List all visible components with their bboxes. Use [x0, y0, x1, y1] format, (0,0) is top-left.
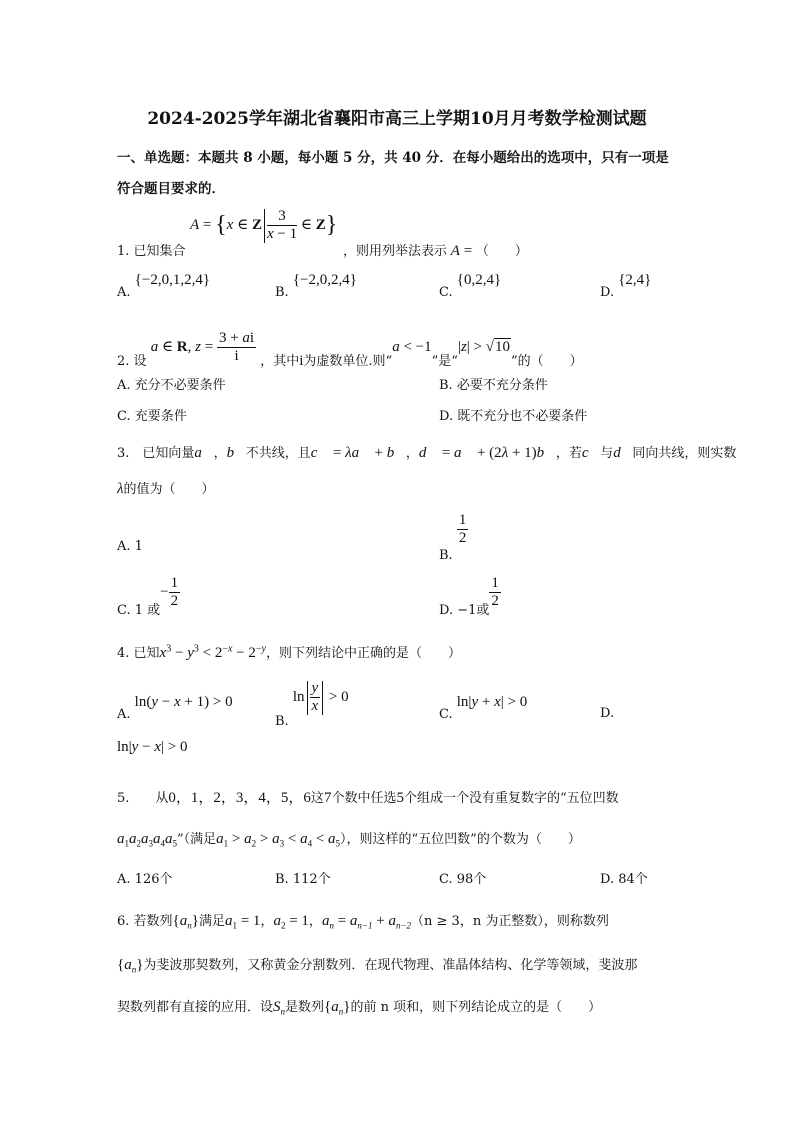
q2-option-b[interactable]: B. 必要不充分条件	[439, 378, 548, 393]
q4-option-c[interactable]: C. ln|y + x| > 0	[439, 694, 528, 722]
q1-set-definition: A = {x ∈ Z $\frac{3}{x - 1}$ ∈ Z}	[190, 208, 338, 242]
q5-option-d[interactable]: D. 84个	[600, 872, 648, 887]
q3-stem-line2: λ的值为（ ）	[117, 481, 215, 497]
q1-option-d[interactable]: D. {2,4}	[600, 272, 652, 300]
q4-option-d-expr: ln|y − x| > 0	[117, 739, 188, 755]
section-heading-line2: 符合题目要求的．	[117, 181, 225, 197]
q5-option-c[interactable]: C. 98个	[439, 872, 487, 887]
q1-option-b[interactable]: B. {−2,0,2,4}	[275, 272, 357, 300]
q5-stem-line2: $a_1a_2a_3a_4a_5$”（满足$a_1 > a_2 > a_3 < a_4 < a_5$），则这样的“五位凹数”的个数为（ ）	[117, 831, 581, 849]
q3-option-a[interactable]: A. 1	[117, 539, 143, 554]
q2-option-d[interactable]: D. 既不充分也不必要条件	[439, 409, 588, 424]
q3-stem: 3. 已知向量a⃗，b⃗不共线，且c⃗ = λa⃗ + b⃗，d⃗ = a⃗ + (2λ + 1)b⃗，若c⃗与d⃗同向共线，则实数	[117, 445, 737, 461]
q3-option-b[interactable]: B. $\frac{1}{2}$	[439, 512, 467, 563]
q1-option-c[interactable]: C. {0,2,4}	[439, 272, 502, 300]
q2-stem: 2. 设 a ∈ R, z = $\frac{3 + ai}{i}$ ，其中i为虚数单位.则“a < −1”是“|z| > √10”的（ ）	[117, 330, 583, 369]
page-title: 2024-2025学年湖北省襄阳市高三上学期10月月考数学检测试题	[147, 109, 647, 129]
section-heading-line1: 一、单选题：本题共 8 小题，每小题 5 分，共 40 分．在每小题给出的选项中，只有一项是	[117, 150, 669, 166]
q5-option-a[interactable]: A. 126个	[117, 872, 173, 887]
q3-option-c[interactable]: C. 1 或− $\frac{1}{2}$	[117, 575, 179, 618]
q3-option-d[interactable]: D. −1或 $\frac{1}{2}$	[439, 575, 499, 618]
q1-stem: 1. 已知集合	[117, 244, 186, 259]
q6-stem-line3: 契数列都有直接的应用．设$S_n$是数列$\{a_n\}$的前 n 项和，则下列结论成立的是（ ）	[117, 999, 602, 1017]
q4-option-a[interactable]: A. ln(y − x + 1) > 0	[117, 694, 233, 722]
q4-option-b[interactable]: B. ln $\frac{y}{x}$ > 0	[275, 680, 349, 729]
q4-option-d-label[interactable]: D.	[600, 706, 615, 721]
q2-option-c[interactable]: C. 充要条件	[117, 409, 187, 424]
q1-option-a[interactable]: A. {−2,0,1,2,4}	[117, 272, 211, 300]
q5-option-b[interactable]: B. 112个	[275, 872, 331, 887]
q6-stem-line2: $\{a_n\}$为斐波那契数列，又称黄金分割数列．在现代物理、准晶体结构、化学等领域，斐波那	[117, 957, 638, 975]
q4-stem: 4. 已知$x^3 - y^3 < 2^{-x} - 2^{-y}$，则下列结论中正确的是（ ）	[117, 643, 461, 661]
q5-stem: 5. 从0，1，2，3，4，5，6这7个数中任选5个组成一个没有重复数字的“五位凹数	[117, 790, 619, 806]
q6-stem: 6. 若数列$\{a_n\}$满足$a_1 = 1$，$a_2 = 1$，$a_n = a_{n-1} + a_{n-2}(n \ge 3$，n 为正整数），则称数列	[117, 913, 609, 931]
q1-tail: ，则用列举法表示 A = （ ）	[343, 243, 528, 259]
q2-option-a[interactable]: A. 充分不必要条件	[117, 378, 226, 393]
